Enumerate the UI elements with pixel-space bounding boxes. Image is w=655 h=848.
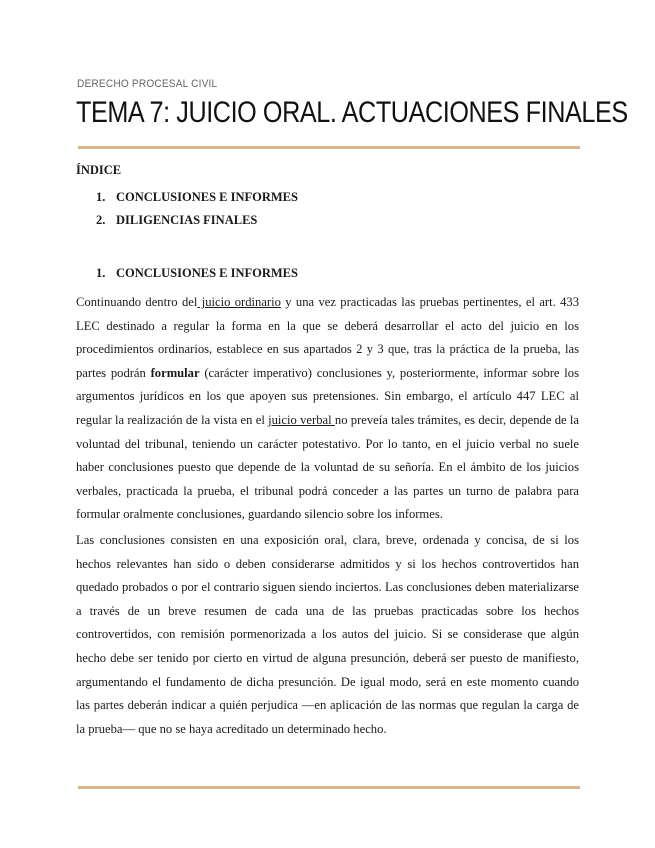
paragraph-text: no preveía tales trámites, es decir, depende de la voluntad del tribunal, teniendo un carácter potestativo. Por lo tanto, en el juicio verbal no suele haber conclusiones puesto que depende de la voluntad de su señoría. En el ámbito de los juicios verbales, practicada la prueba, el tribunal podrá conceder a las partes un turno de palabra para formular oralmente conclusiones, guardando silencio sobre los informes. xyxy=(76,412,580,522)
section-title: CONCLUSIONES E INFORMES xyxy=(116,266,298,280)
index-item-label: DILIGENCIAS FINALES xyxy=(116,213,258,227)
paragraph-1 xyxy=(76,291,579,527)
bold-term: formular xyxy=(150,365,200,380)
index-item-2 xyxy=(96,213,257,228)
page-title: TEMA 7: JUICIO ORAL. ACTUACIONES FINALES xyxy=(76,96,628,129)
title-divider xyxy=(78,146,580,149)
paragraph-text: y una vez practicadas las pruebas pertinentes, el art. 433 LEC destinado a regular la forma en la que se deberá desarrollar el acto del juicio en los procedimientos ordinarios, establece en sus apartados 2 y 3 que, tras la práctica de la prueba, las partes podrán xyxy=(76,295,580,380)
index-item-label: CONCLUSIONES E INFORMES xyxy=(116,190,298,204)
index-item-1 xyxy=(96,190,298,205)
course-subject: DERECHO PROCESAL CIVIL xyxy=(77,78,218,90)
section-body xyxy=(76,291,579,741)
index-heading: ÍNDICE xyxy=(76,163,122,177)
section-heading xyxy=(96,266,298,281)
link-juicio-verbal[interactable]: juicio verbal xyxy=(268,412,335,427)
paragraph-text: (carácter imperativo) conclusiones y, posteriormente, informar sobre los argumentos jurídicos en los que apoyen sus pretensiones. Sin embargo, el artículo 447 LEC al regular la realización de la vista en el xyxy=(76,365,579,427)
paragraph-text: Continuando dentro del xyxy=(76,295,198,309)
index-item-number: 2. xyxy=(96,213,106,227)
index-item-number: 1. xyxy=(96,190,106,204)
paragraph-2: Las conclusiones consisten en una exposición oral, clara, breve, ordenada y concisa, de si los hechos relevantes han sido o deben considerarse admitidos y si los hechos controvertidos han quedado probados o por el contrario siguen siendo inciertos. Las conclusiones deben materializarse a través de un breve resumen de cada una de las pruebas practicadas sobre los hechos controvertidos, con remisión pormenorizada a los autos del juicio. Si se considerase que algún hecho debe ser tenido por cierto en virtud de alguna presunción, deberá ser puesto de manifiesto, argumentando el fundamento de dicha presunción. De igual modo, será en este momento cuando las partes deberán indicar a quién perjudica —en aplicación de las normas que regulan la carga de la prueba— que no se haya acreditado un determinado hecho. xyxy=(76,532,579,736)
footer-divider xyxy=(78,786,580,789)
section-number: 1. xyxy=(96,266,106,280)
link-juicio-ordinario[interactable]: juicio ordinario xyxy=(197,295,281,309)
